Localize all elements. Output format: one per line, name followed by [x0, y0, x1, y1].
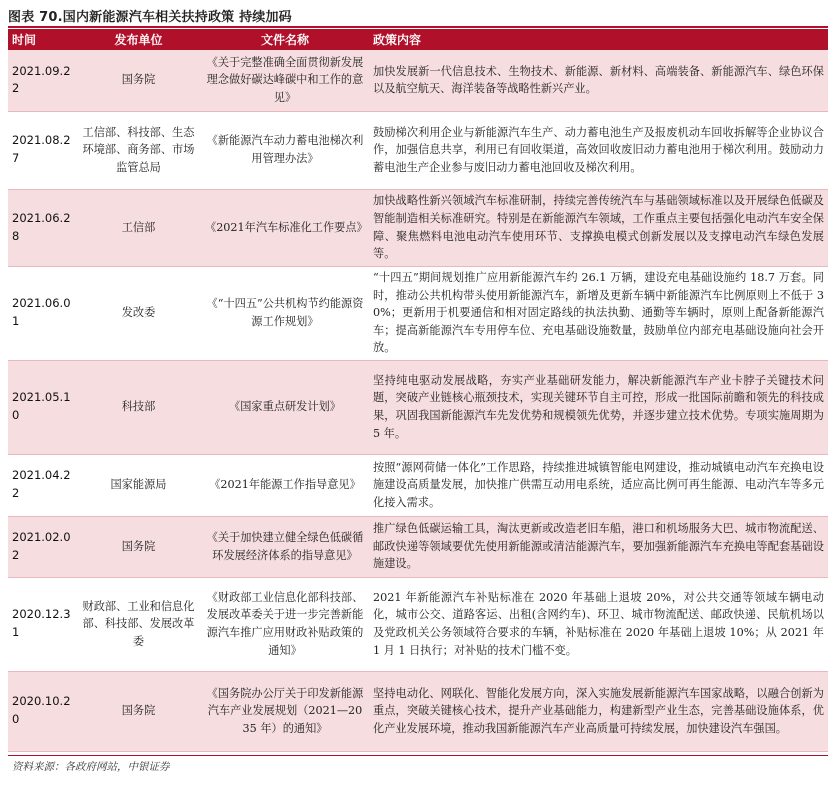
row-document: 《“十四五”公共机构节约能源资源工作规划》	[201, 266, 369, 360]
row-content: 按照“源网荷储一体化”工作思路，持续推进城镇智能电网建设，推动城镇电动汽车充换电设施建设高质量发展，加快推广供需互动用电系统，适应高比例可再生能源、电动汽车等多元化接入需求。	[369, 454, 828, 516]
figure-title: 图表 70.国内新能源汽车相关扶持政策 持续加码	[8, 10, 292, 25]
table-row	[8, 671, 828, 751]
header-unit: 发布单位	[76, 29, 201, 50]
row-document: 《2021年汽车标准化工作要点》	[201, 189, 369, 266]
header-time: 时间	[8, 29, 76, 50]
row-date: 2021.09.22	[8, 50, 76, 111]
row-content: 坚持纯电驱动发展战略，夯实产业基础研发能力，解决新能源汽车产业卡脖子关键技术问题，突破产业链核心瓶颈技术，实现关键环节自主可控，形成一批国际前瞻和领先的科技成果，巩固我国新能源汽车先发优势和规模领先优势，并逐步建立技术优势。专项实施周期为 5 年。	[369, 360, 828, 454]
row-date: 2021.06.01	[8, 266, 76, 360]
row-unit: 国家能源局	[76, 454, 201, 516]
table-row	[8, 111, 828, 189]
header-policy-content: 政策内容	[369, 29, 828, 50]
row-content: 坚持电动化、网联化、智能化发展方向，深入实施发展新能源汽车国家战略，以融合创新为重点，突破关键核心技术，提升产业基础能力，构建新型产业生态，完善基础设施体系，优化产业发展环境，推动我国新能源汽车产业高质量可持续发展，加快建设汽车强国。	[369, 671, 828, 751]
row-content: 2021 年新能源汽车补贴标准在 2020 年基础上退坡 20%，对公共交通等领域车辆电动化，城市公交、道路客运、出租(含网约车)、环卫、城市物流配送、邮政快递、民航机场以及党政机关公务领域符合要求的车辆，补贴标准在 2020 年基础上退坡 10%；从 2021 年 1 月 1 日执行；对补贴的技术门槛不变。	[369, 577, 828, 671]
source-note: 资料来源：各政府网站，中银证券	[12, 761, 170, 773]
row-date: 2021.02.02	[8, 516, 76, 577]
row-date: 2020.10.20	[8, 671, 76, 751]
row-document: 《关于完整准确全面贯彻新发展理念做好碳达峰碳中和工作的意见》	[201, 50, 369, 111]
header-document: 文件名称	[201, 29, 369, 50]
row-unit: 国务院	[76, 50, 201, 111]
row-document: 《关于加快建立健全绿色低碳循环发展经济体系的指导意见》	[201, 516, 369, 577]
bottom-rule	[8, 755, 828, 756]
table-row	[8, 189, 828, 266]
table-row	[8, 360, 828, 454]
row-document: 《2021年能源工作指导意见》	[201, 454, 369, 516]
row-date: 2021.06.28	[8, 189, 76, 266]
row-unit: 科技部	[76, 360, 201, 454]
table-row	[8, 50, 828, 111]
row-content: “十四五”期间规划推广应用新能源汽车约 26.1 万辆，建设充电基础设施约 18.7 万套。同时，推动公共机构带头使用新能源汽车，新增及更新车辆中新能源汽车比例原则上不低于 30%；更新用于机要通信和相对固定路线的执法执勤、通勤等车辆时，原则上配备新能源汽车；提高新能源汽车专用停车位、充电基础设施数量，鼓励单位内部充电基础设施向社会开放。	[369, 266, 828, 360]
row-date: 2021.04.22	[8, 454, 76, 516]
row-document: 《新能源汽车动力蓄电池梯次利用管理办法》	[201, 111, 369, 189]
table-row	[8, 266, 828, 360]
row-document: 《国家重点研发计划》	[201, 360, 369, 454]
row-unit: 财政部、工业和信息化部、科技部、发展改革委	[76, 577, 201, 671]
row-content: 加快发展新一代信息技术、生物技术、新能源、新材料、高端装备、新能源汽车、绿色环保以及航空航天、海洋装备等战略性新兴产业。	[369, 50, 828, 111]
row-date: 2020.12.31	[8, 577, 76, 671]
row-content: 加快战略性新兴领域汽车标准研制，持续完善传统汽车与基础领域标准以及开展绿色低碳及智能制造相关标准研究。特别是在新能源汽车领域，工作重点主要包括强化电动汽车安全保障、聚焦燃料电池电动汽车使用环节、支撑换电模式创新发展以及支撑电动汽车绿色发展等。	[369, 189, 828, 266]
table-row	[8, 516, 828, 577]
row-document: 《国务院办公厅关于印发新能源汽车产业发展规划（2021—2035 年）的通知》	[201, 671, 369, 751]
row-unit: 发改委	[76, 266, 201, 360]
row-document: 《财政部工业信息化部科技部、发展改革委关于进一步完善新能源汽车推广应用财政补贴政策的通知》	[201, 577, 369, 671]
policy-table	[8, 29, 828, 752]
table-header-row	[8, 29, 828, 50]
table-row	[8, 577, 828, 671]
row-content: 鼓励梯次利用企业与新能源汽车生产、动力蓄电池生产及报废机动车回收拆解等企业协议合作，加强信息共享，利用已有回收渠道，高效回收废旧动力蓄电池用于梯次利用。鼓励动力蓄电池生产企业参与废旧动力蓄电池回收及梯次利用。	[369, 111, 828, 189]
row-date: 2021.08.27	[8, 111, 76, 189]
row-content: 推广绿色低碳运输工具，淘汰更新或改造老旧车船，港口和机场服务大巴、城市物流配送、邮政快递等领域要优先使用新能源或清洁能源汽车，要加强新能源汽车充换电等配套基础设施建设。	[369, 516, 828, 577]
row-unit: 工信部	[76, 189, 201, 266]
table-row	[8, 454, 828, 516]
row-unit: 国务院	[76, 671, 201, 751]
row-unit: 工信部、科技部、生态环境部、商务部、市场监管总局	[76, 111, 201, 189]
title-rule	[8, 26, 828, 28]
row-unit: 国务院	[76, 516, 201, 577]
row-date: 2021.05.10	[8, 360, 76, 454]
